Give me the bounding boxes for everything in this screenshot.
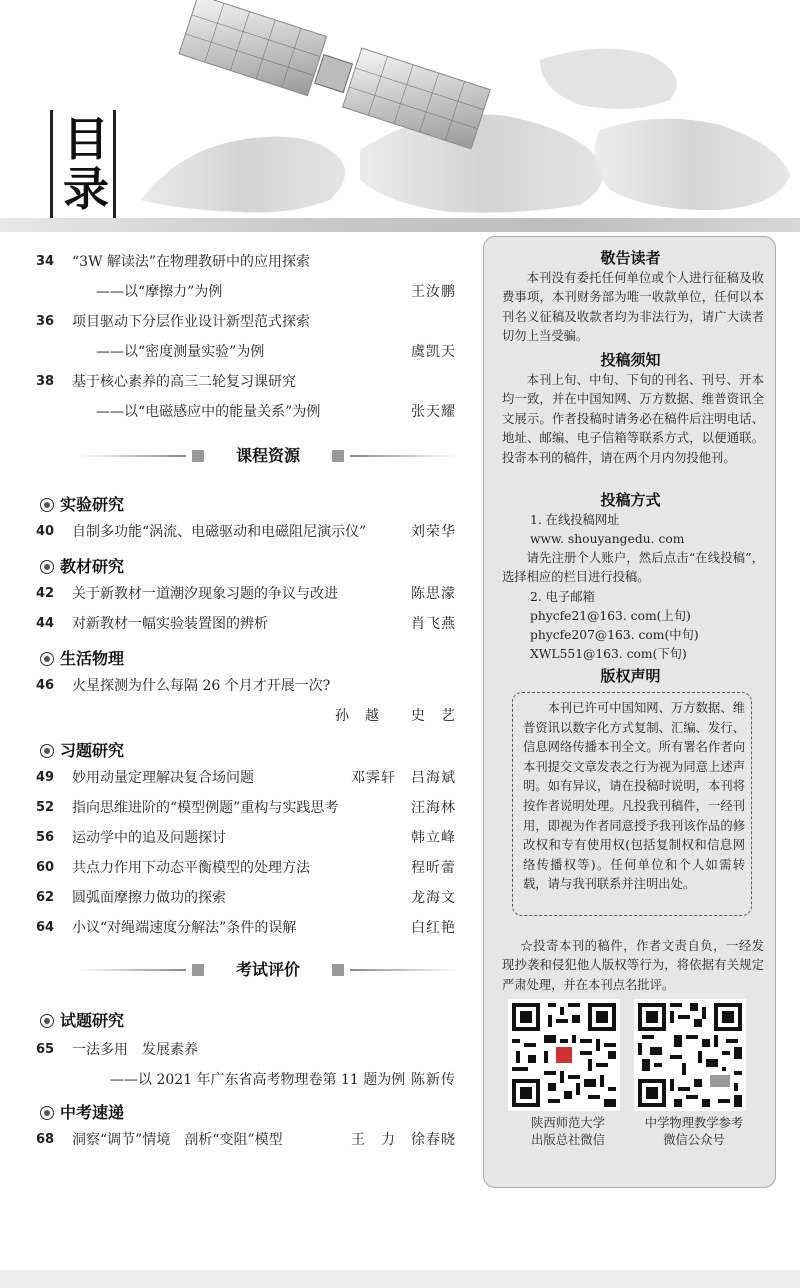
submission-url-link[interactable]: www. shouyangedu. com bbox=[530, 532, 685, 546]
page-number: 52 bbox=[36, 800, 55, 815]
entry-title: 洞察“调节”情境 剖析“变阻”模型 bbox=[72, 1132, 283, 1148]
qr-caption-journal: 中学物理教学参考 微信公众号 bbox=[644, 1116, 744, 1147]
page-number: 34 bbox=[36, 254, 55, 269]
entry-title: 妙用动量定理解决复合场问题 bbox=[72, 770, 254, 786]
plagiarism-warning: ☆投寄本刊的稿件，作者文责自负，一经发现抄袭和侵犯他人版权等行为，将依据有关规定严肃处理，并在本刊点名批评。 bbox=[502, 939, 764, 992]
page-number: 65 bbox=[36, 1042, 55, 1057]
footer-band bbox=[0, 1270, 800, 1288]
category-zhongkao: 中考速递 bbox=[40, 1100, 124, 1123]
entry-title: 运动学中的追及问题探讨 bbox=[72, 830, 226, 846]
entry-author: 徐春晓 bbox=[411, 1132, 456, 1148]
page-number: 62 bbox=[36, 890, 55, 905]
category-test-questions: 试题研究 bbox=[40, 1008, 124, 1031]
entry-title: 共点力作用下动态平衡模型的处理方法 bbox=[72, 860, 310, 876]
qr-code-publisher[interactable] bbox=[508, 999, 628, 1129]
title-char-mu: 目 bbox=[63, 112, 109, 166]
submission-method-heading: 投稿方式 bbox=[600, 491, 661, 509]
entry-author: 孙 越 bbox=[335, 708, 380, 724]
page-number: 42 bbox=[36, 586, 55, 601]
copyright-text: 本刊已许可中国知网、万方数据、维普资讯以数字化方式复制、汇编、发行、信息网络传播本刊全文。所有署名作者向本刊提交文章发表之行为视为同意上述声明。如有异议，请在投稿时说明，本刊将按作者说明处理。凡投我刊稿件，一经刊用，即视为作者同意授予我刊该作品的修改权和专有使用权(包括复制权和信息网络传播权等)。任何单位和个人如需转载，请与我刊联系并注明出处。 bbox=[523, 701, 745, 892]
qr-code-journal[interactable] bbox=[634, 999, 754, 1129]
email-link-1[interactable]: phycfe21@163. com(上旬) bbox=[530, 609, 691, 623]
section-title: 考试评价 bbox=[235, 960, 300, 979]
page-number: 44 bbox=[36, 616, 55, 631]
bullet-icon bbox=[40, 652, 54, 666]
entry-subtitle: ——以“摩擦力”为例 bbox=[96, 284, 223, 300]
entry-title: 小议“对绳端速度分解法”条件的误解 bbox=[72, 920, 297, 936]
submission-guide-text: 本刊上旬、中旬、下旬的刊名、刊号、开本均一致，并在中国知网、万方数据、维普资讯全文展示。作者投稿时请务必在稿件后注明电话、地址、邮编、电子信箱等联系方式，以便通联。投寄本刊的稿件，请在两个月内勿投他刊。 bbox=[502, 373, 764, 465]
category-textbook: 教材研究 bbox=[40, 554, 124, 577]
entry-author: 虞凯天 bbox=[411, 344, 456, 360]
page-number: 60 bbox=[36, 860, 55, 875]
entry-title: 一法多用 发展素养 bbox=[72, 1042, 198, 1058]
entry-author: 吕海斌 bbox=[411, 770, 456, 786]
section-title: 课程资源 bbox=[235, 446, 300, 465]
page-number: 36 bbox=[36, 314, 55, 329]
notice-text: 本刊没有委托任何单位或个人进行征稿及收费事项，本刊财务部为唯一收款单位，任何以本刊名义征稿及收款者均为非法行为，请广大读者切勿上当受骗。 bbox=[502, 271, 764, 344]
bullet-icon bbox=[40, 1106, 54, 1120]
notice-panel bbox=[483, 236, 776, 1188]
entry-author: 邓霁轩 bbox=[351, 770, 396, 786]
entry-title: 关于新教材一道潮汐现象习题的争议与改进 bbox=[72, 586, 338, 602]
bullet-icon bbox=[40, 560, 54, 574]
entry-author: 汪海林 bbox=[411, 800, 456, 816]
qr-code-icon bbox=[508, 999, 620, 1111]
qr-caption-publisher: 陕西师范大学 出版总社微信 bbox=[531, 1116, 605, 1147]
section-divider-exam-evaluation bbox=[78, 958, 458, 982]
page-number: 56 bbox=[36, 830, 55, 845]
entry-title: 火星探测为什么每隔 26 个月才开展一次? bbox=[72, 678, 331, 694]
qr-code-icon bbox=[634, 999, 746, 1111]
title-char-lu: 录 bbox=[63, 162, 109, 216]
entry-title: 项目驱动下分层作业设计新型范式探索 bbox=[72, 314, 310, 330]
copyright-heading: 版权声明 bbox=[600, 667, 661, 685]
section-divider-course-resources bbox=[78, 444, 458, 468]
entry-author: 史 艺 bbox=[411, 708, 456, 724]
page-number: 64 bbox=[36, 920, 55, 935]
entry-author: 王汝鹏 bbox=[411, 284, 456, 300]
bullet-icon bbox=[40, 498, 54, 512]
entry-author: 王 力 bbox=[351, 1132, 396, 1148]
category-experiment: 实验研究 bbox=[40, 492, 124, 515]
email-label: 2. 电子邮箱 bbox=[530, 590, 595, 604]
entry-author: 陈新传 bbox=[411, 1072, 456, 1088]
submission-guide-heading: 投稿须知 bbox=[600, 351, 661, 369]
category-exercise: 习题研究 bbox=[40, 738, 124, 761]
email-link-2[interactable]: phycfe207@163. com(中旬) bbox=[530, 628, 699, 642]
copyright-box bbox=[512, 692, 752, 916]
bullet-icon bbox=[40, 1014, 54, 1028]
entry-author: 张天耀 bbox=[411, 404, 456, 420]
entry-author: 刘荣华 bbox=[411, 524, 456, 540]
page-number: 46 bbox=[36, 678, 55, 693]
entry-subtitle: ——以 2021 年广东省高考物理卷第 11 题为例 bbox=[110, 1072, 406, 1088]
entry-subtitle: ——以“密度测量实验”为例 bbox=[96, 344, 265, 360]
entry-author: 程昕蕾 bbox=[411, 860, 456, 876]
entry-title: 指向思维进阶的“模型例题”重构与实践思考 bbox=[72, 800, 339, 816]
notice-heading: 敬告读者 bbox=[600, 249, 661, 267]
email-link-3[interactable]: XWL551@163. com(下旬) bbox=[530, 647, 687, 661]
entry-title: 自制多功能“涡流、电磁驱动和电磁阻尼演示仪” bbox=[72, 524, 367, 540]
entry-title: 圆弧面摩擦力做功的探索 bbox=[72, 890, 226, 906]
bullet-icon bbox=[40, 744, 54, 758]
page-number: 49 bbox=[36, 770, 55, 785]
page-number: 38 bbox=[36, 374, 55, 389]
online-submission-label: 1. 在线投稿网址 bbox=[530, 513, 620, 527]
category-life-physics: 生活物理 bbox=[40, 646, 124, 669]
page-number: 68 bbox=[36, 1132, 55, 1147]
entry-author: 韩立峰 bbox=[411, 830, 456, 846]
entry-author: 肖飞燕 bbox=[411, 616, 456, 632]
entry-author: 龙海文 bbox=[411, 890, 456, 906]
entry-title: “3W 解读法”在物理教研中的应用探索 bbox=[72, 254, 311, 270]
entry-author: 白红艳 bbox=[411, 920, 456, 936]
entry-subtitle: ——以“电磁感应中的能量关系”为例 bbox=[96, 404, 321, 420]
entry-title: 对新教材一幅实验装置图的辨析 bbox=[72, 616, 268, 632]
entry-title: 基于核心素养的高三二轮复习课研究 bbox=[72, 374, 296, 390]
online-submission-note: 请先注册个人账户，然后点击“在线投稿”，选择相应的栏目进行投稿。 bbox=[502, 551, 764, 585]
page-number: 40 bbox=[36, 524, 55, 539]
entry-author: 陈思濛 bbox=[411, 586, 456, 602]
